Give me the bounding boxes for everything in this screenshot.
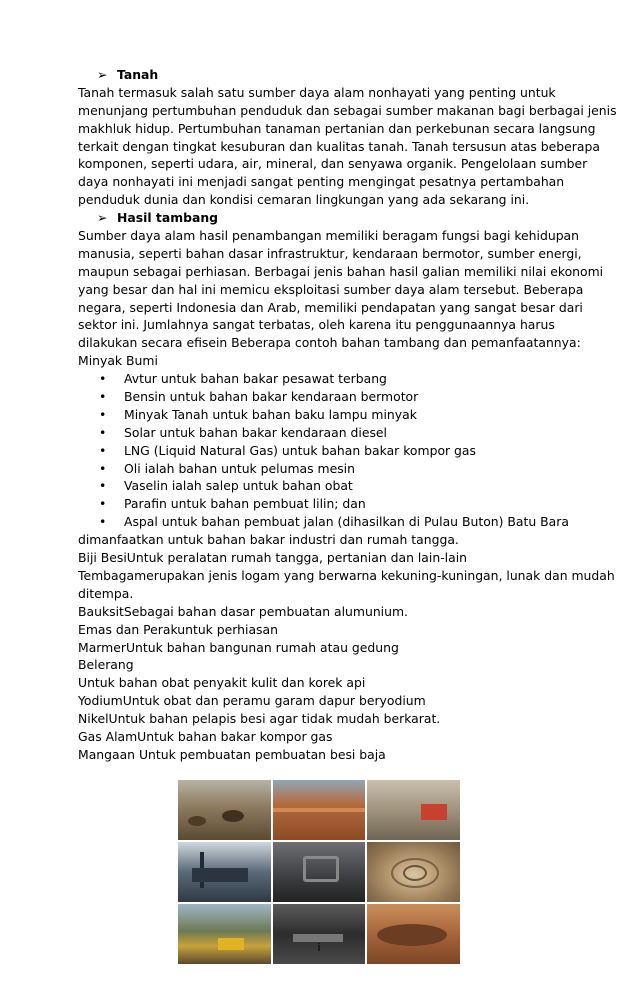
paragraph-line: terkait dengan tingkat kesuburan dan kualitas tanah. Tanah tersusun atas beberapa [78, 138, 600, 154]
list-item-text: Minyak Tanah untuk bahan baku lampu minyak [124, 406, 417, 422]
page-number: i [317, 941, 321, 954]
paragraph-line: komponen, seperti udara, air, mineral, dan senyawa organik. Pengelolaan sumber [78, 156, 588, 172]
paragraph-line: Tanah termasuk salah satu sumber daya alam nonhayati yang penting untuk [78, 84, 556, 100]
paragraph-line: ditempa. [78, 585, 134, 601]
list-item-text: Vaselin ialah salep untuk bahan obat [124, 478, 353, 494]
mining-photo-tile [273, 842, 366, 902]
paragraph-line: NikelUntuk bahan pelapis besi agar tidak mudah berkarat. [78, 711, 441, 727]
paragraph-line: penduduk dunia dan kondisi cemaran lingkungan yang ada sekarang ini. [78, 192, 530, 208]
bullet-dot-icon: • [99, 406, 107, 422]
arrowhead-icon: ➢ [97, 67, 108, 82]
list-item [78, 460, 590, 478]
list-item-text: Bensin untuk bahan bakar kendaraan bermotor [124, 389, 419, 405]
paragraph-line: Gas AlamUntuk bahan bakar kompor gas [78, 728, 333, 744]
bullet-dot-icon: • [99, 478, 107, 494]
paragraph-line: dilakukan secara efisein Beberapa contoh bahan tambang dan pemanfaatannya: [78, 335, 581, 351]
list-item [78, 406, 590, 424]
list-item-text: Solar untuk bahan bakar kendaraan diesel [124, 424, 387, 440]
paragraph-line: negara, seperti Indonesia dan Arab, memiliki pendapatan yang sangat besar dari [78, 299, 583, 315]
list-item-text: Parafin untuk bahan pembuat lilin; dan [124, 496, 366, 512]
list-item [78, 513, 590, 531]
heading-text: Tanah [117, 67, 159, 82]
paragraph-line: makhluk hidup. Pertumbuhan tanaman pertanian dan perkebunan secara langsung [78, 120, 596, 136]
bullet-list [78, 370, 590, 531]
list-item [78, 388, 590, 406]
section-heading-tanah [78, 66, 590, 84]
heading-text: Hasil tambang [117, 210, 219, 226]
paragraph-line: Mangaan Untuk pembuatan pembuatan besi baja [78, 746, 386, 762]
paragraph-line: Tembagamerupakan jenis logam yang berwarna kekuning-kuningan, lunak dan mudah [78, 567, 615, 583]
list-item [78, 477, 590, 495]
mining-photo-tile [367, 780, 460, 840]
paragraph-line: YodiumUntuk obat dan peramu garam dapur beryodium [78, 693, 426, 709]
paragraph-line: Biji BesiUntuk peralatan rumah tangga, pertanian dan lain-lain [78, 550, 467, 566]
list-item [78, 424, 590, 442]
list-item-text: LNG (Liquid Natural Gas) untuk bahan bakar kompor gas [124, 442, 476, 458]
list-item [78, 495, 590, 513]
paragraph-line: sektor ini. Jumlahnya sangat terbatas, oleh karena itu penggunaannya harus [78, 317, 555, 333]
mining-photo-collage [178, 780, 460, 964]
bullet-dot-icon: • [99, 424, 107, 440]
paragraph-line: manusia, seperti bahan dasar infrastruktur, kendaraan bermotor, sumber energi, [78, 245, 582, 261]
paragraph-line: Minyak Bumi [78, 353, 158, 369]
paragraph-line: BauksitSebagai bahan dasar pembuatan alumunium. [78, 603, 408, 619]
bullet-dot-icon: • [99, 389, 107, 405]
mining-photo-tile [367, 842, 460, 902]
paragraph-line: daya nonhayati ini menjadi sangat penting mengingat pesatnya pertambahan [78, 174, 565, 190]
paragraph-line: MarmerUntuk bahan bangunan rumah atau gedung [78, 639, 399, 655]
list-item [78, 442, 590, 460]
paragraph-line: yang besar dan hal ini memicu eksploitasi sumber daya alam tersebut. Beberapa [78, 281, 584, 297]
paragraph-line: menunjang pertumbuhan penduduk dan sebagai sumber makanan bagi berbagai jenis [78, 102, 617, 118]
paragraph-line: Emas dan Perakuntuk perhiasan [78, 621, 278, 637]
list-item [78, 370, 590, 388]
bullet-dot-icon: • [99, 371, 107, 387]
list-item-text: Oli ialah bahan untuk pelumas mesin [124, 460, 355, 476]
mining-photo-tile [273, 780, 366, 840]
paragraph-line: Belerang [78, 657, 134, 673]
paragraph-line: Untuk bahan obat penyakit kulit dan korek api [78, 675, 366, 691]
paragraph-line: dimanfaatkan untuk bahan bakar industri dan rumah tangga. [78, 532, 459, 548]
bullet-dot-icon: • [99, 496, 107, 512]
bullet-dot-icon: • [99, 514, 107, 530]
bullet-dot-icon: • [99, 460, 107, 476]
arrowhead-icon: ➢ [97, 210, 108, 226]
section-heading-hasil-tambang [78, 209, 590, 227]
mining-photo-tile [178, 780, 271, 840]
paragraph-line: maupun sebagai perhiasan. Berbagai jenis bahan hasil galian memiliki nilai ekonomi [78, 263, 604, 279]
list-item-text: Avtur untuk bahan bakar pesawat terbang [124, 371, 387, 387]
bullet-dot-icon: • [99, 442, 107, 458]
paragraph-line: Sumber daya alam hasil penambangan memiliki beragam fungsi bagi kehidupan [78, 228, 580, 244]
page-content [78, 66, 617, 764]
mining-photo-tile [178, 842, 271, 902]
list-item-text: Aspal untuk bahan pembuat jalan (dihasilkan di Pulau Buton) Batu Bara [124, 514, 569, 530]
